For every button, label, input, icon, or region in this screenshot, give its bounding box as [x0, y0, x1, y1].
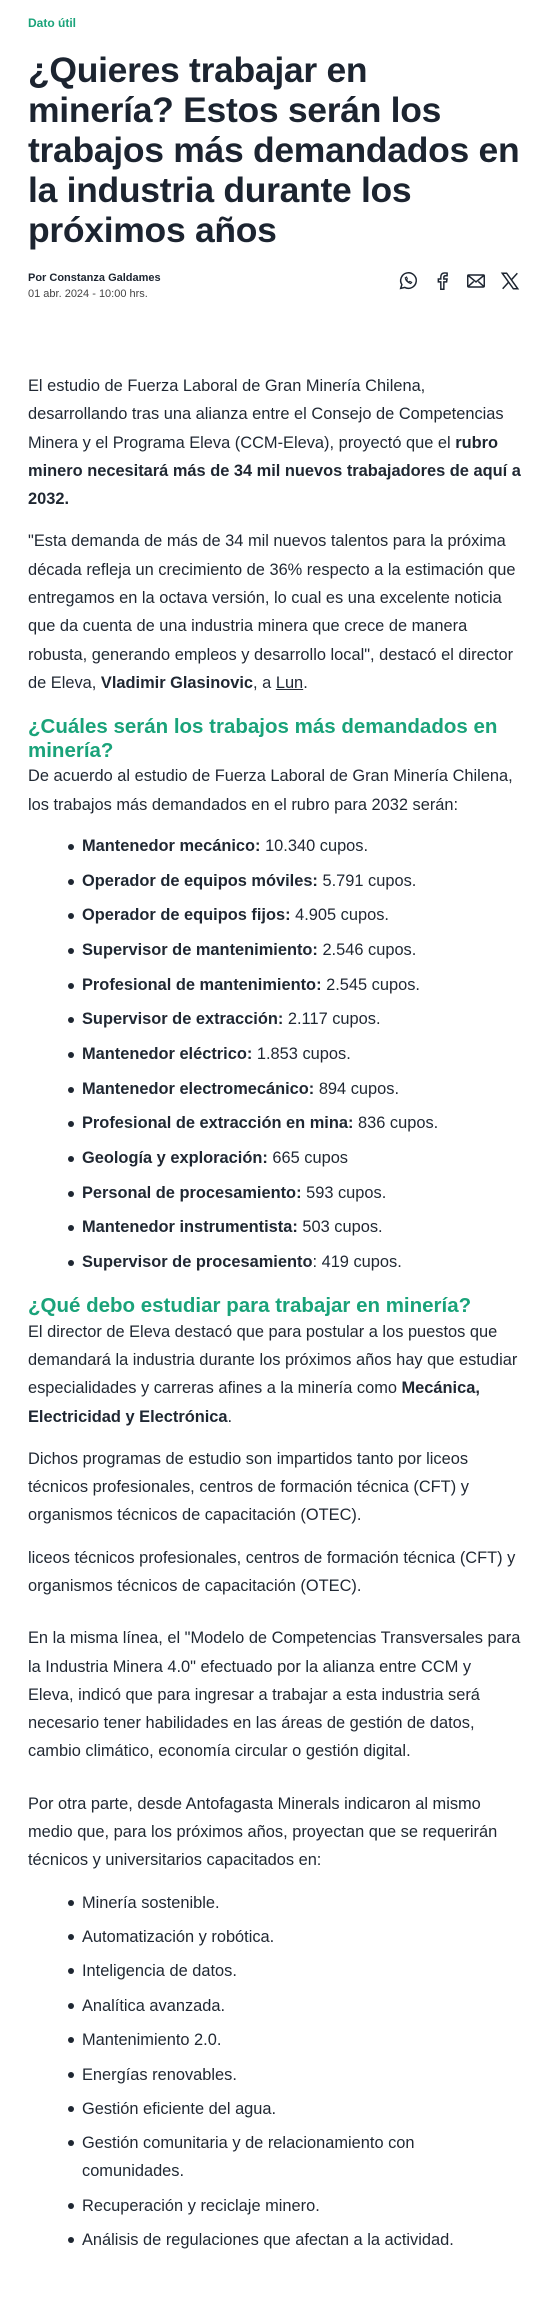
paragraph: "Esta demanda de más de 34 mil nuevos talentos para la próxima década refleja un crecimiento de 36% respecto a la estimación que entregamos en la octava versión, lo cual es una excelente noticia que da cuenta de una industria minera que crece de manera robusta, generando empleos y desarrollo local", destacó el director de Eleva, Vladimir Glasinovic, a Lun. — [28, 532, 516, 692]
list-item: Supervisor de procesamiento: 419 cupos. — [28, 1249, 521, 1276]
paragraph: De acuerdo al estudio de Fuerza Laboral de Gran Minería Chilena, los trabajos más demandados en el rubro para 2032 serán: — [28, 767, 513, 814]
list-item: Geología y exploración: 665 cupos — [28, 1145, 521, 1172]
list-item: Análisis de regulaciones que afectan a la actividad. — [28, 2226, 521, 2254]
list-item: Profesional de mantenimiento: 2.545 cupos. — [28, 972, 521, 999]
list-item: Mantenedor instrumentista: 503 cupos. — [28, 1214, 521, 1241]
paragraph: En la misma línea, el "Modelo de Competencias Transversales para la Industria Minera 4.0" efectuado por la alianza entre CCM y Eleva, indicó que para ingresar a trabajar a esta industria será necesario tener habilidades en las áreas de gestión de datos, cambio climático, economía circular o gestión digital. — [28, 1629, 521, 1761]
paragraph: Por otra parte, desde Antofagasta Minerals indicaron al mismo medio que, para los próximos años, proyectan que se requerirán técnicos y universitarios capacitados en: — [28, 1794, 498, 1870]
article-meta — [28, 272, 521, 312]
paragraph: Dichos programas de estudio son impartidos tanto por liceos técnicos profesionales, centros de formación técnica (CFT) y organismos técnicos de capacitación (OTEC). — [28, 1449, 469, 1525]
list-item: Mantenimiento 2.0. — [28, 2026, 521, 2054]
section-heading: ¿Qué debo estudiar para trabajar en minería? — [28, 1294, 472, 1318]
list-item: Inteligencia de datos. — [28, 1957, 521, 1985]
list-item: Gestión eficiente del agua. — [28, 2095, 521, 2123]
list-item: Mantenedor electromecánico: 894 cupos. — [28, 1076, 521, 1103]
list-item: Recuperación y reciclaje minero. — [28, 2192, 521, 2220]
paragraph: El director de Eleva destacó que para postular a los puestos que demandará la industria durante los próximos años hay que estudiar especialidades y carreras afines a la minería como Mecánica, Electricidad y Electrónica. — [28, 1322, 518, 1426]
section-kicker[interactable]: Dato útil — [28, 16, 76, 30]
mail-icon[interactable] — [465, 270, 487, 292]
list-item: Operador de equipos móviles: 5.791 cupos. — [28, 868, 521, 895]
facebook-icon[interactable] — [431, 270, 453, 292]
jobs-list — [28, 833, 521, 1276]
paragraph: liceos técnicos profesionales, centros de formación técnica (CFT) y organismos técnicos de capacitación (OTEC). — [28, 1548, 516, 1595]
section-heading: ¿Cuáles serán los trabajos más demandados en minería? — [28, 715, 498, 762]
share-bar — [397, 270, 521, 292]
list-item: Analítica avanzada. — [28, 1992, 521, 2020]
list-item: Mantenedor eléctrico: 1.853 cupos. — [28, 1041, 521, 1068]
list-item: Operador de equipos fijos: 4.905 cupos. — [28, 902, 521, 929]
byline: Por Constanza Galdames — [28, 272, 161, 284]
list-item: Minería sostenible. — [28, 1889, 521, 1917]
list-item: Energías renovables. — [28, 2061, 521, 2089]
article-title: ¿Quieres trabajar en minería? Estos serán los trabajos más demandados en la industria durante los próximos años — [28, 50, 520, 250]
article-body — [28, 372, 521, 2254]
list-item: Personal de procesamiento: 593 cupos. — [28, 1180, 521, 1207]
list-item: Gestión comunitaria y de relacionamiento con comunidades. — [28, 2129, 521, 2185]
paragraph: El estudio de Fuerza Laboral de Gran Minería Chilena, desarrollando tras una alianza entre el Consejo de Competencias Minera y el Programa Eleva (CCM-Eleva), proyectó que el rubro minero necesitará más de 34 mil nuevos trabajadores de aquí a 2032. — [28, 377, 521, 509]
x-icon[interactable] — [499, 270, 521, 292]
source-link[interactable]: Lun — [275, 673, 304, 692]
skills-list — [28, 1889, 521, 2255]
publish-date: 01 abr. 2024 - 10:00 hrs. — [28, 288, 148, 300]
list-item: Supervisor de extracción: 2.117 cupos. — [28, 1006, 521, 1033]
whatsapp-icon[interactable] — [397, 270, 419, 292]
list-item: Profesional de extracción en mina: 836 cupos. — [28, 1110, 521, 1137]
list-item: Mantenedor mecánico: 10.340 cupos. — [28, 833, 521, 860]
list-item: Automatización y robótica. — [28, 1923, 521, 1951]
list-item: Supervisor de mantenimiento: 2.546 cupos. — [28, 937, 521, 964]
